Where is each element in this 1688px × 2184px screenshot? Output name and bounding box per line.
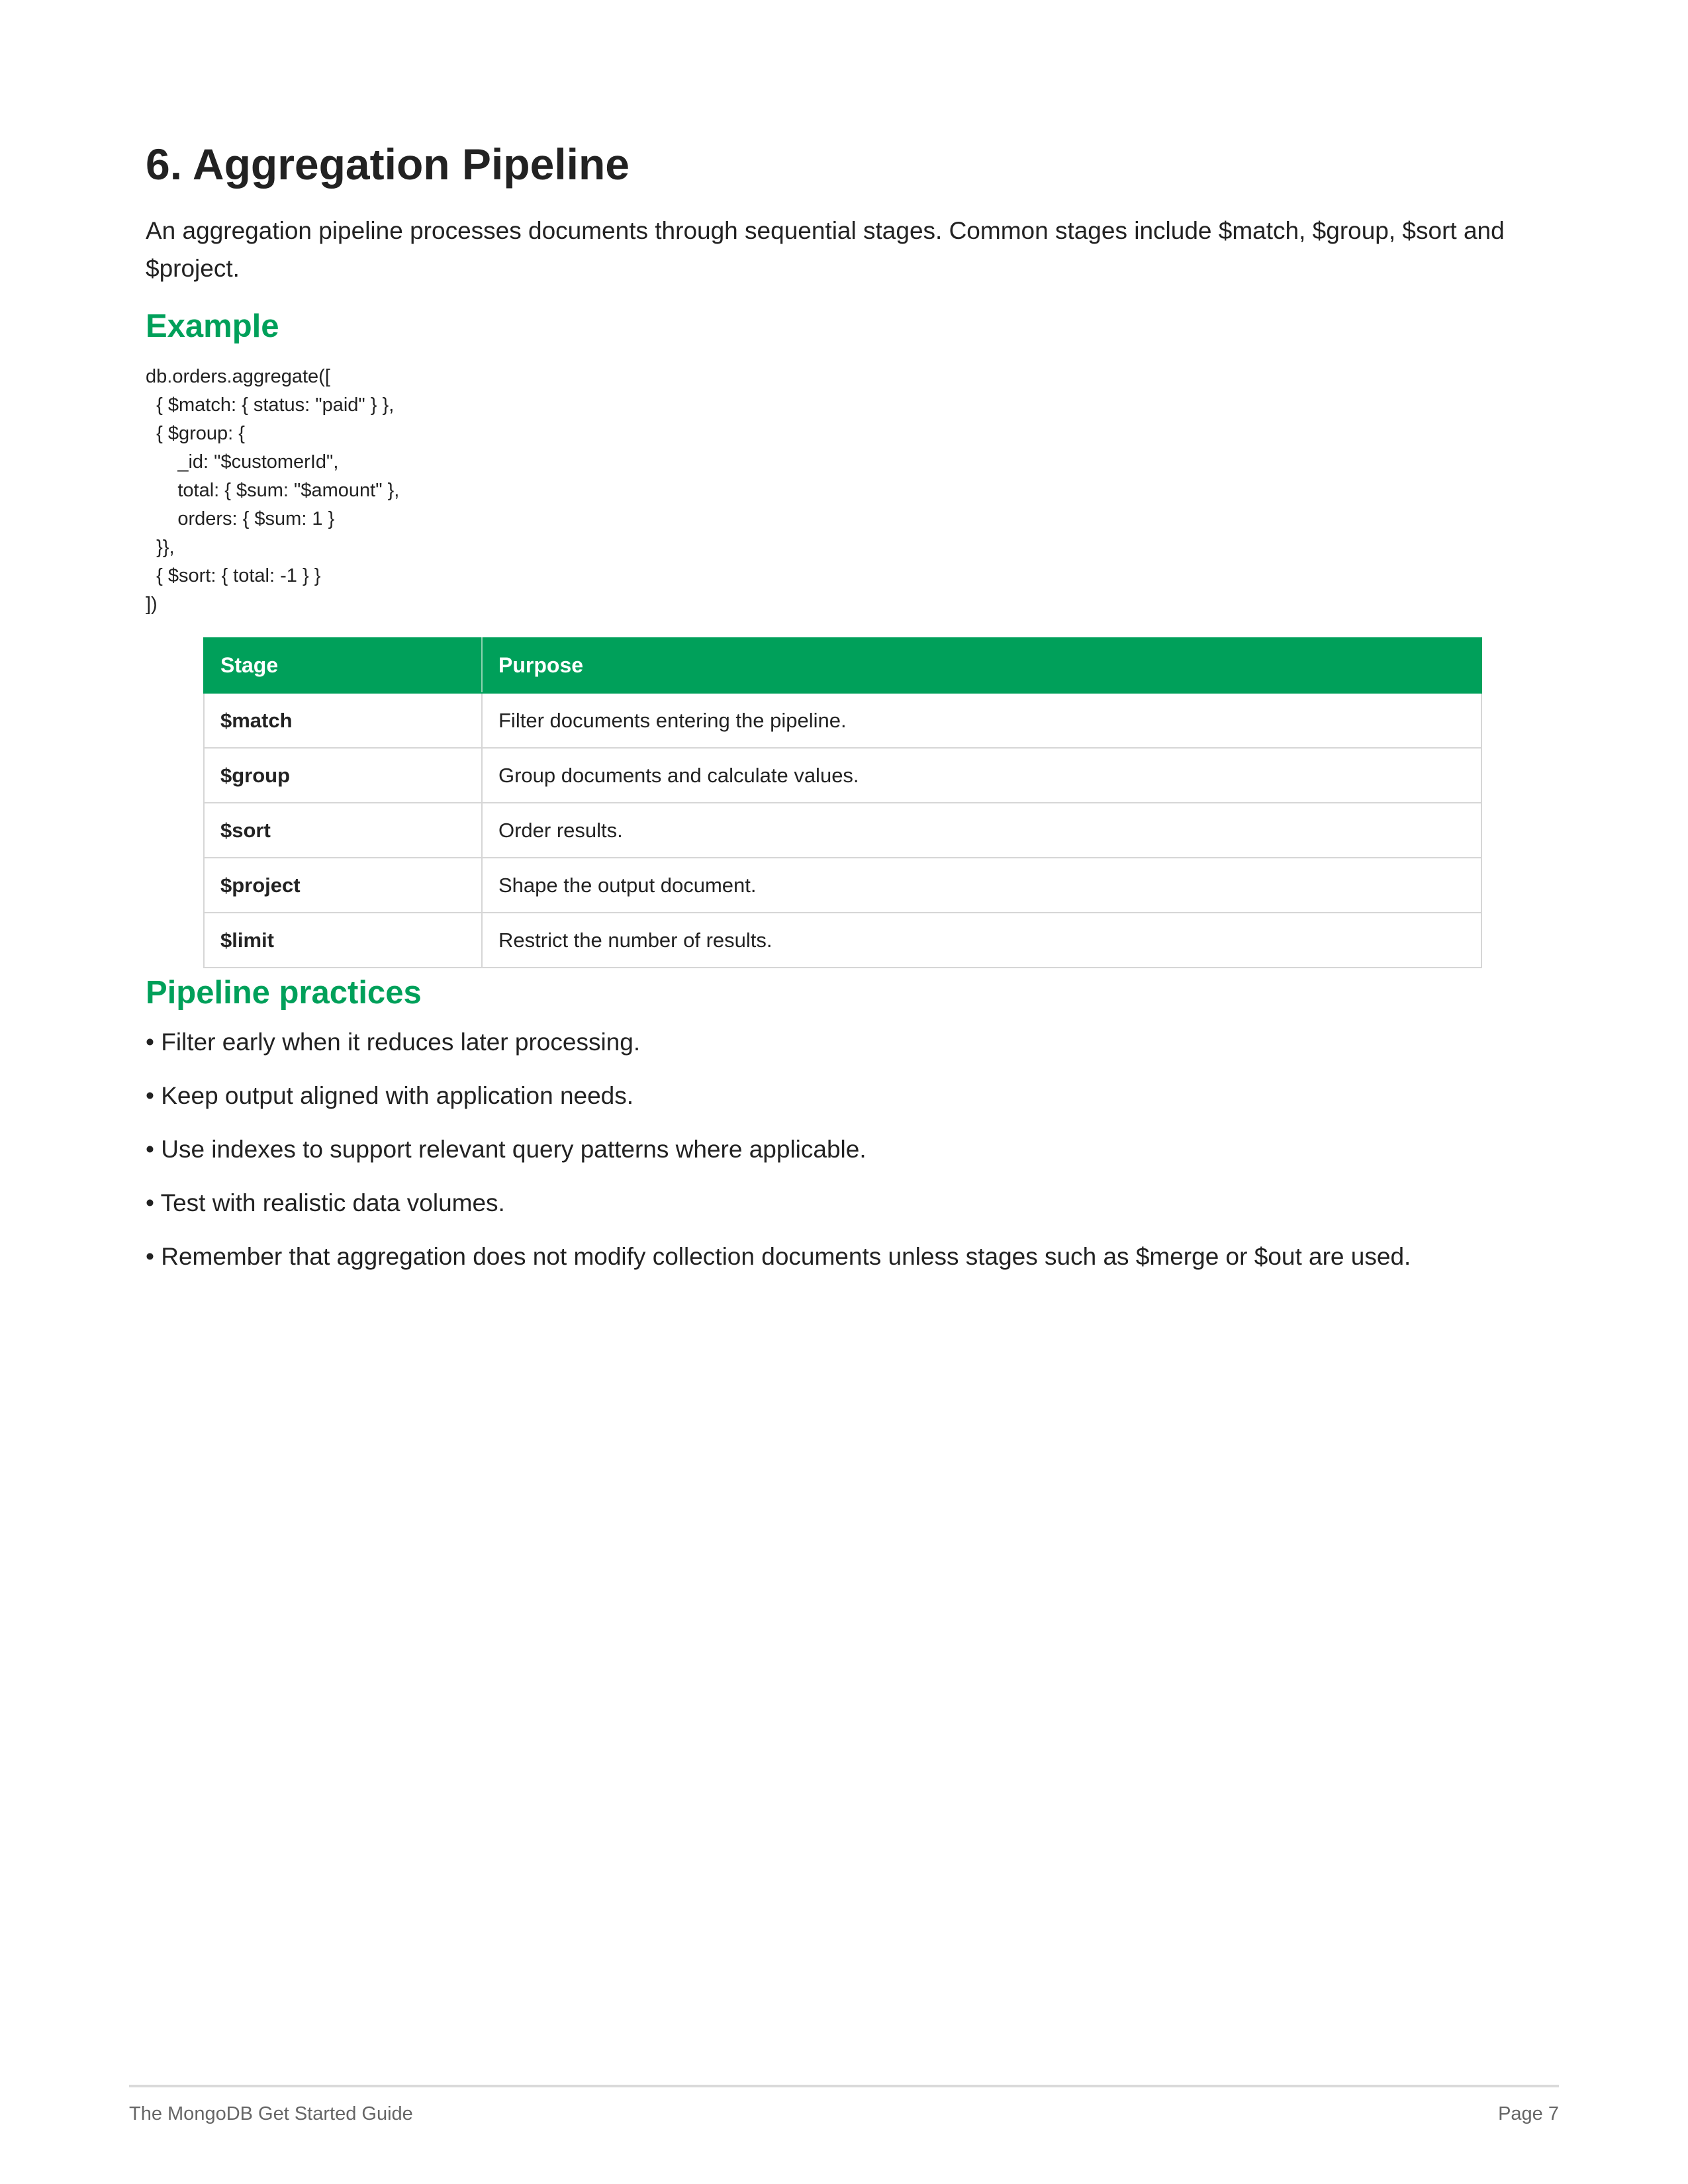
list-item: • Keep output aligned with application needs. bbox=[146, 1082, 634, 1109]
section-title: 6. Aggregation Pipeline bbox=[146, 140, 630, 189]
table-row bbox=[204, 693, 1481, 748]
table-header-row bbox=[204, 638, 1481, 693]
purpose-cell: Shape the output document. bbox=[482, 858, 1481, 913]
purpose-cell: Order results. bbox=[482, 803, 1481, 858]
purpose-cell: Group documents and calculate values. bbox=[482, 748, 1481, 803]
example-heading: Example bbox=[146, 308, 279, 344]
list-item: • Remember that aggregation does not modify collection documents unless stages such as $merge or $out are used. bbox=[146, 1243, 1411, 1270]
practices-heading: Pipeline practices bbox=[146, 975, 422, 1011]
list-item: • Test with realistic data volumes. bbox=[146, 1189, 505, 1216]
section-intro: An aggregation pipeline processes documents through sequential stages. Common stages include $match, $group, $sort and $project. bbox=[146, 217, 1505, 282]
footer-page-number: Page 7 bbox=[1498, 2103, 1559, 2124]
table-row bbox=[204, 858, 1481, 913]
footer-divider bbox=[129, 2085, 1559, 2087]
purpose-cell: Restrict the number of results. bbox=[482, 913, 1481, 968]
header-purpose: Purpose bbox=[482, 638, 1481, 693]
header-stage: Stage bbox=[204, 638, 482, 693]
stage-cell: $match bbox=[204, 693, 482, 748]
list-item: • Filter early when it reduces later processing. bbox=[146, 1028, 641, 1056]
code-example: db.orders.aggregate([ { $match: { status: "paid" } }, { $group: { _id: "$customerId", total: { $sum: "$amount" }, orders: { $sum: 1 } }}, { $sort: { total: -1 } } ]) bbox=[146, 366, 400, 615]
practices-list bbox=[146, 1027, 1411, 1295]
stage-cell: $project bbox=[204, 858, 482, 913]
table-row bbox=[204, 748, 1481, 803]
stage-cell: $group bbox=[204, 748, 482, 803]
footer-guide-title: The MongoDB Get Started Guide bbox=[129, 2103, 413, 2124]
list-item: • Use indexes to support relevant query patterns where applicable. bbox=[146, 1136, 867, 1163]
stage-cell: $limit bbox=[204, 913, 482, 968]
stages-table bbox=[203, 637, 1482, 968]
table-row bbox=[204, 803, 1481, 858]
purpose-cell: Filter documents entering the pipeline. bbox=[482, 693, 1481, 748]
stage-cell: $sort bbox=[204, 803, 482, 858]
table-row bbox=[204, 913, 1481, 968]
